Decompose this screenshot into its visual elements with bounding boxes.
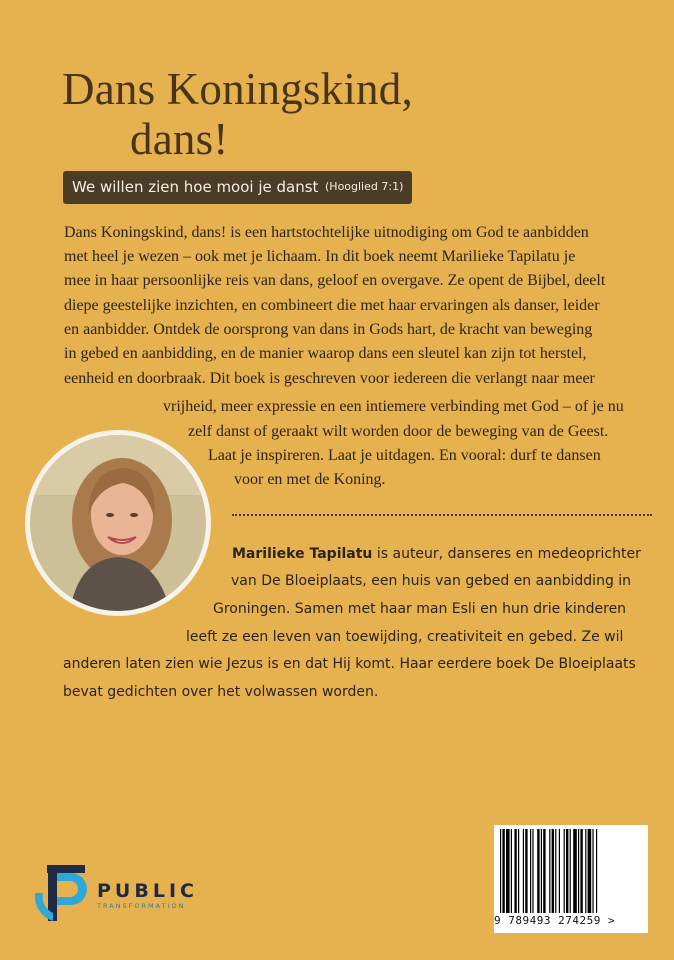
publisher-name: PUBLIC xyxy=(97,880,198,902)
quote-banner xyxy=(63,171,412,204)
author-bio-line: van De Bloeiplaats, een huis van gebed en aanbidding in xyxy=(231,573,632,589)
barcode-bar xyxy=(566,829,568,913)
barcode-bar xyxy=(518,829,519,913)
barcode-bar xyxy=(543,829,545,913)
barcode-bar xyxy=(549,829,550,913)
barcode-bar xyxy=(578,829,579,913)
barcode-bar xyxy=(532,829,533,913)
blurb-line: Laat je inspireren. Laat je uitdagen. En vooral: durf te dansen xyxy=(208,447,601,464)
blurb-line: zelf danst of geraakt wilt worden door de beweging van de Geest. xyxy=(188,423,609,440)
barcode-bar xyxy=(588,829,592,913)
book-title-line2: dans! xyxy=(130,114,229,164)
barcode-bar xyxy=(564,829,565,913)
book-title-line1: Dans Koningskind, xyxy=(62,64,413,114)
barcode-bar xyxy=(506,829,510,913)
barcode-bar xyxy=(570,829,571,913)
barcode-bar xyxy=(525,829,527,913)
blurb-line: voor en met de Koning. xyxy=(234,471,386,488)
blurb-line: diepe geestelijke inzichten, en combineert die met haar ervaringen als danser, leider xyxy=(64,297,600,314)
barcode-bar xyxy=(511,829,512,913)
blurb-line: met heel je wezen – ook met je lichaam. In dit boek neemt Marilieke Tapilatu je xyxy=(64,248,576,265)
barcode-bar xyxy=(585,829,586,913)
barcode-bar xyxy=(530,829,531,913)
barcode-bar xyxy=(580,829,582,913)
barcode-bar xyxy=(555,829,556,913)
publisher-subname: TRANSFORMATION xyxy=(97,902,186,910)
barcode-bar xyxy=(541,829,542,913)
barcode-bar xyxy=(537,829,539,913)
author-bio-line: bevat gedichten over het volwassen worden. xyxy=(63,684,379,700)
barcode-bar xyxy=(523,829,524,913)
blurb-line: mee in haar persoonlijke reis van dans, geloof en overgave. Ze opent de Bijbel, deelt xyxy=(64,272,606,289)
blurb-line: in gebed en aanbidding, en de manier waarop dans een sleutel kan zijn tot herstel, xyxy=(64,345,587,362)
barcode-bar xyxy=(592,829,593,913)
isbn-number: 9 789493 274259 > xyxy=(494,914,616,927)
barcode-bar xyxy=(502,829,504,913)
blurb-line: Dans Koningskind, dans! is een hartstochtelijke uitnodiging om God te aanbidden xyxy=(64,224,589,241)
barcode-bar xyxy=(559,829,560,913)
blurb-line: eenheid en doorbraak. Dit boek is geschreven voor iedereen die verlangt naar meer xyxy=(64,370,595,387)
author-bio-line: Marilieke Tapilatu is auteur, danseres en medeoprichter xyxy=(232,546,641,562)
publisher-tp-icon xyxy=(27,857,87,927)
barcode-bar xyxy=(514,829,516,913)
author-name: Marilieke Tapilatu xyxy=(232,546,373,562)
banner-quote: We willen zien hoe mooi je danst xyxy=(72,178,319,196)
barcode-bars xyxy=(500,829,642,913)
barcode-bar xyxy=(552,829,554,913)
barcode-bar xyxy=(500,829,501,913)
author-bio-line: Groningen. Samen met haar man Esli en hun drie kinderen xyxy=(213,601,627,617)
blurb-line: vrijheid, meer expressie en een intiemere verbinding met God – of je nu xyxy=(163,398,624,415)
author-portrait-image xyxy=(30,435,206,611)
blurb-line: en aanbidder. Ontdek de oorsprong van dans in Gods hart, de kracht van beweging xyxy=(64,321,593,338)
author-photo xyxy=(25,430,211,616)
author-bio-line: leeft ze een leven van toewijding, creativiteit en gebed. Ze wil xyxy=(186,629,624,645)
banner-reference: (Hooglied 7:1) xyxy=(325,180,404,193)
barcode-bar xyxy=(596,829,597,913)
barcode-bar xyxy=(573,829,577,913)
publisher-logo xyxy=(27,857,227,927)
isbn-barcode xyxy=(494,825,648,933)
author-bio-line: anderen laten zien wie Jezus is en dat Hij komt. Haar eerdere boek De Bloeiplaats xyxy=(63,656,636,672)
section-divider xyxy=(232,514,652,516)
